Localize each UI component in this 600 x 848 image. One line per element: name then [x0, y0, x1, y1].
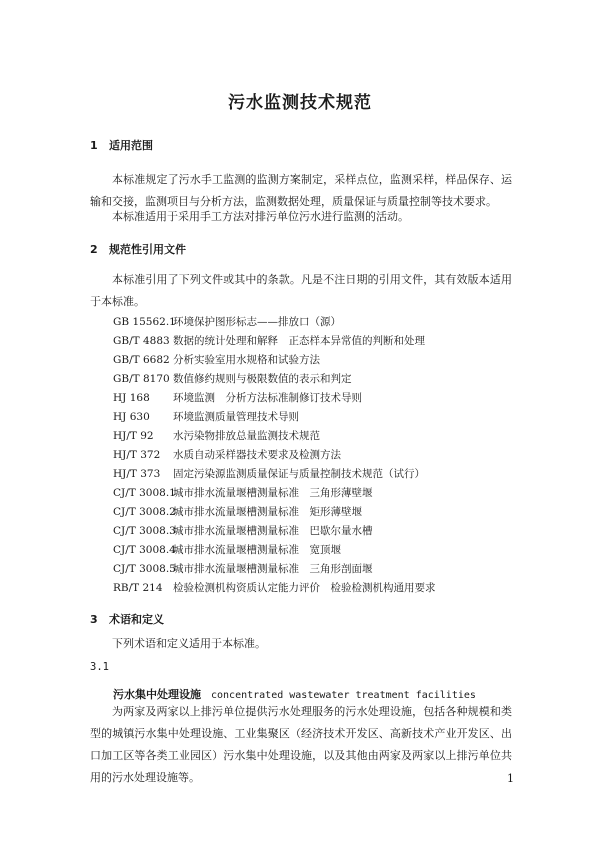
reference-code: RB/T 214: [113, 582, 163, 594]
section-heading-scope: [90, 139, 153, 153]
terms-intro: 下列术语和定义适用于本标准。: [112, 637, 266, 650]
reference-title: 数值修约规则与极限数值的表示和判定: [173, 373, 352, 385]
reference-code: CJ/T 3008.2: [113, 506, 176, 518]
reference-title: 分析实验室用水规格和试验方法: [173, 354, 320, 366]
reference-code: HJ/T 92: [113, 430, 154, 442]
reference-title: 检验检测机构资质认定能力评价 检验检测机构通用要求: [173, 582, 436, 594]
reference-code: CJ/T 3008.4: [113, 544, 176, 556]
reference-title: 数据的统计处理和解释 正态样本异常值的判断和处理: [173, 335, 425, 347]
reference-title: 水污染物排放总量监测技术规范: [173, 430, 320, 442]
section-number: 2: [90, 243, 98, 256]
reference-item: [113, 315, 341, 329]
reference-item: [113, 486, 373, 500]
reference-code: HJ/T 372: [113, 449, 161, 461]
reference-code: CJ/T 3008.5: [113, 563, 176, 575]
reference-title: 环境监测质量管理技术导则: [173, 411, 299, 423]
reference-code: GB/T 4883: [113, 335, 170, 347]
reference-code: GB/T 8170: [113, 373, 170, 385]
reference-item: [113, 353, 320, 367]
reference-title: 城市排水流量堰槽测量标准 三角形薄壁堰: [173, 487, 373, 499]
term-english: concentrated wastewater treatment facilities: [211, 690, 476, 701]
page-number: 1: [507, 772, 514, 785]
section-heading-references: [90, 243, 186, 257]
reference-item: [113, 543, 341, 557]
section-number: 3: [90, 613, 98, 626]
reference-code: CJ/T 3008.1: [113, 487, 176, 499]
reference-code: GB/T 6682: [113, 354, 170, 366]
scope-paragraph-1: 本标准规定了污水手工监测的监测方案制定，采样点位，监测采样，样品保存、运输和交接，监测项目与分析方法，监测数据处理，质量保证与质量控制等技术要求。: [90, 173, 512, 208]
section-title: 适用范围: [109, 139, 153, 152]
reference-title: 环境监测 分析方法标准制修订技术导则: [173, 392, 362, 404]
reference-title: 城市排水流量堰槽测量标准 巴歇尔量水槽: [173, 525, 373, 537]
section-number: 1: [90, 139, 98, 152]
reference-item: [113, 562, 373, 576]
reference-title: 水质自动采样器技术要求及检测方法: [173, 449, 341, 461]
reference-item: [113, 410, 299, 424]
references-intro: 本标准引用了下列文件或其中的条款。凡是不注日期的引用文件，其有效版本适用于本标准。: [90, 273, 512, 308]
clause-number: 3.1: [90, 661, 109, 673]
reference-title: 城市排水流量堰槽测量标准 宽顶堰: [173, 544, 341, 556]
reference-title: 城市排水流量堰槽测量标准 三角形剖面堰: [173, 563, 373, 575]
reference-code: CJ/T 3008.3: [113, 525, 176, 537]
reference-code: GB 15562.1: [113, 316, 176, 328]
reference-code: HJ/T 373: [113, 468, 161, 480]
scope-paragraph-2: 本标准适用于采用手工方法对排污单位污水进行监测的活动。: [112, 210, 409, 223]
reference-item: [113, 391, 362, 405]
reference-code: HJ 630: [113, 411, 150, 423]
reference-title: 固定污染源监测质量保证与质量控制技术规范（试行）: [173, 468, 425, 480]
reference-code: HJ 168: [113, 392, 150, 404]
reference-item: [113, 581, 436, 595]
reference-item: [113, 524, 373, 538]
reference-item: [113, 334, 425, 348]
document-title: 污水监测技术规范: [228, 93, 372, 113]
reference-item: [113, 505, 362, 519]
reference-item: [113, 372, 352, 386]
term-definition: 为两家及两家以上排污单位提供污水处理服务的污水处理设施，包括各种规模和类型的城镇污水集中处理设施、工业集聚区（经济技术开发区、高新技术产业开发区、出口加工区等各类工业园区）污水集中处理设施，以及其他由两家及两家以上排污单位共用的污水处理设施等。: [90, 705, 512, 784]
reference-title: 城市排水流量堰槽测量标准 矩形薄壁堰: [173, 506, 362, 518]
reference-item: [113, 429, 320, 443]
reference-item: [113, 448, 341, 462]
term-chinese: 污水集中处理设施: [113, 688, 201, 701]
reference-title: 环境保护图形标志——排放口（源）: [173, 316, 341, 328]
section-title: 术语和定义: [109, 613, 164, 626]
section-title: 规范性引用文件: [109, 243, 186, 256]
section-heading-terms: [90, 613, 164, 627]
reference-item: [113, 467, 425, 481]
